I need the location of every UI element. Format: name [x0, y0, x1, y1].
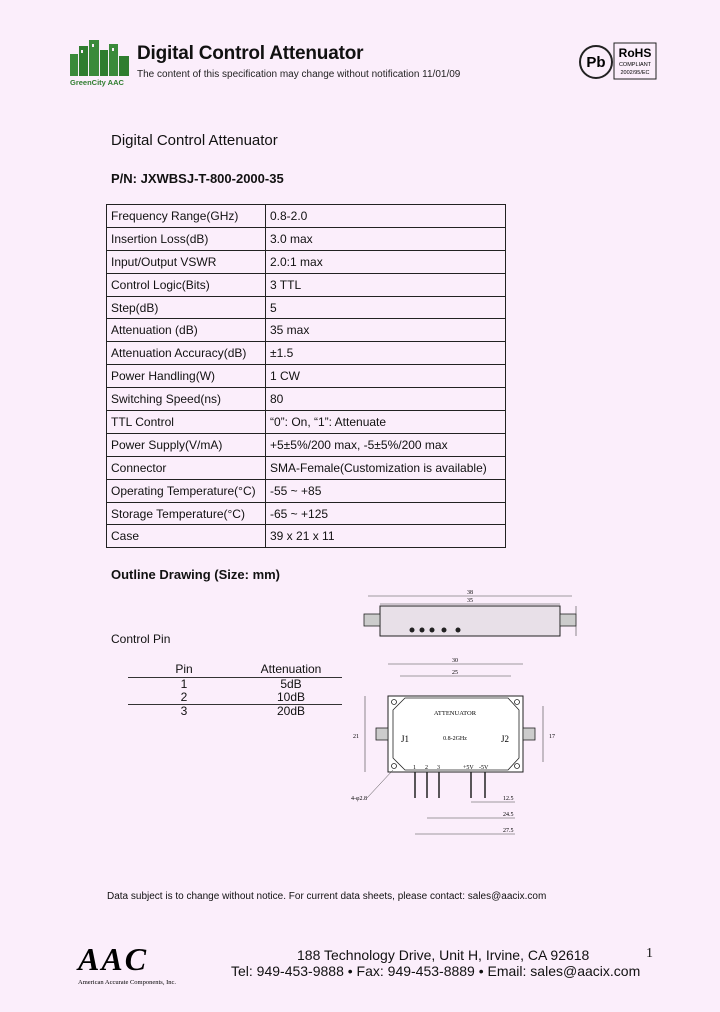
outline-title: Outline Drawing (Size: mm)	[111, 567, 281, 582]
pin-1-label: 1	[413, 765, 416, 771]
pin-header: Pin	[128, 662, 240, 678]
spec-value: -65 ~ +125	[266, 502, 506, 525]
spec-table	[106, 204, 506, 548]
spec-param: Connector	[107, 456, 266, 479]
pin-2-label: 2	[425, 765, 428, 771]
company-name: American Accurate Components, Inc.	[78, 979, 177, 986]
spec-value: SMA-Female(Customization is available)	[266, 456, 506, 479]
spec-value: 0.8-2.0	[266, 205, 506, 228]
pin-row	[128, 691, 342, 705]
part-number: P/N: JXWBSJ-T-800-2000-35	[111, 171, 284, 186]
outline-drawing-top	[350, 582, 590, 642]
dim-38: 38	[467, 590, 473, 596]
company-address: 188 Technology Drive, Unit H, Irvine, CA 92618	[297, 947, 590, 963]
drawing-label: ATTENUATOR	[433, 710, 477, 717]
dim-24-5: 24.5	[503, 812, 514, 818]
rohs-sub: COMPLIANT	[618, 62, 652, 68]
port-j1: J1	[401, 734, 410, 744]
rohs-badge	[578, 40, 658, 84]
pin-row	[128, 705, 342, 719]
spec-param: TTL Control	[107, 411, 266, 434]
spec-param: Case	[107, 525, 266, 548]
spec-value: 3 TTL	[266, 273, 506, 296]
spec-row	[107, 479, 506, 502]
port-j2: J2	[501, 734, 510, 744]
disclaimer: Data subject is to change without notice. For current data sheets, please contact: sales@aacix.com	[107, 891, 547, 902]
spec-param: Attenuation (dB)	[107, 319, 266, 342]
dim-12-5: 12.5	[503, 796, 514, 802]
spec-value: 35 max	[266, 319, 506, 342]
dim-25: 25	[452, 670, 458, 676]
spec-row	[107, 365, 506, 388]
dim-17: 17	[549, 734, 555, 740]
spec-row	[107, 250, 506, 273]
outline-drawing-main	[343, 648, 573, 848]
spec-param: Switching Speed(ns)	[107, 388, 266, 411]
pin-number: 3	[180, 704, 188, 718]
pin-number: 1	[180, 677, 188, 691]
pin-attenuation: 5dB	[280, 677, 302, 691]
spec-param: Frequency Range(GHz)	[107, 205, 266, 228]
spec-row	[107, 205, 506, 228]
pin-pos5v-label: +5V	[463, 765, 474, 771]
spec-value: -55 ~ +85	[266, 479, 506, 502]
spec-param: Storage Temperature(°C)	[107, 502, 266, 525]
logo-text: GreenCity AAC	[70, 78, 124, 87]
spec-row	[107, 227, 506, 250]
spec-row	[107, 273, 506, 296]
spec-row	[107, 388, 506, 411]
spec-row	[107, 502, 506, 525]
pin-number: 2	[128, 691, 240, 705]
spec-param: Attenuation Accuracy(dB)	[107, 342, 266, 365]
dim-holes: 4-φ2.8	[351, 796, 367, 802]
spec-value: 5	[266, 296, 506, 319]
pin-attenuation: 20dB	[276, 704, 306, 718]
dim-21: 21	[353, 734, 359, 740]
spec-param: Step(dB)	[107, 296, 266, 319]
rohs-label: RoHS	[618, 46, 652, 60]
spec-value: 80	[266, 388, 506, 411]
pin-row	[128, 678, 342, 692]
spec-row	[107, 342, 506, 365]
spec-param: Input/Output VSWR	[107, 250, 266, 273]
attenuation-header: Attenuation	[240, 662, 342, 678]
pin-attenuation: 10dB	[240, 691, 342, 705]
spec-value: 3.0 max	[266, 227, 506, 250]
dim-35: 35	[467, 598, 473, 604]
spec-row	[107, 525, 506, 548]
control-pin-table	[128, 662, 342, 718]
spec-value: “0”: On, “1”: Attenuate	[266, 411, 506, 434]
spec-param: Insertion Loss(dB)	[107, 227, 266, 250]
drawing-freq: 0.8-2GHz	[443, 736, 467, 742]
spec-value: 2.0:1 max	[266, 250, 506, 273]
aac-logo-text: AAC	[78, 941, 149, 977]
product-subtitle: Digital Control Attenuator	[111, 132, 278, 149]
page-number: 1	[646, 946, 653, 961]
spec-value: 39 x 21 x 11	[266, 525, 506, 548]
pin-3-label: 3	[437, 765, 440, 771]
spec-param: Control Logic(Bits)	[107, 273, 266, 296]
pin-neg5v-label: -5V	[479, 765, 489, 771]
rohs-symbol: Pb	[586, 54, 606, 71]
dim-30: 30	[452, 658, 458, 664]
dim-27-5: 27.5	[503, 828, 514, 834]
spec-row	[107, 433, 506, 456]
spec-row	[107, 456, 506, 479]
spec-value: 1 CW	[266, 365, 506, 388]
contact-line: Tel: 949-453-9888 • Fax: 949-453-8889 • Email: sales@aacix.com	[231, 963, 641, 979]
spec-value: ±1.5	[266, 342, 506, 365]
spec-param: Operating Temperature(°C)	[107, 479, 266, 502]
spec-row	[107, 411, 506, 434]
greencity-logo	[66, 36, 136, 88]
spec-value: +5±5%/200 max, -5±5%/200 max	[266, 433, 506, 456]
spec-row	[107, 296, 506, 319]
rohs-code: 2002/95/EC	[620, 70, 650, 76]
spec-param: Power Handling(W)	[107, 365, 266, 388]
change-notice: The content of this specification may change without notification 11/01/09	[137, 69, 461, 80]
control-pin-label: Control Pin	[111, 632, 171, 646]
spec-row	[107, 319, 506, 342]
page-title: Digital Control Attenuator	[137, 43, 364, 64]
aac-logo	[76, 940, 221, 990]
spec-param: Power Supply(V/mA)	[107, 433, 266, 456]
